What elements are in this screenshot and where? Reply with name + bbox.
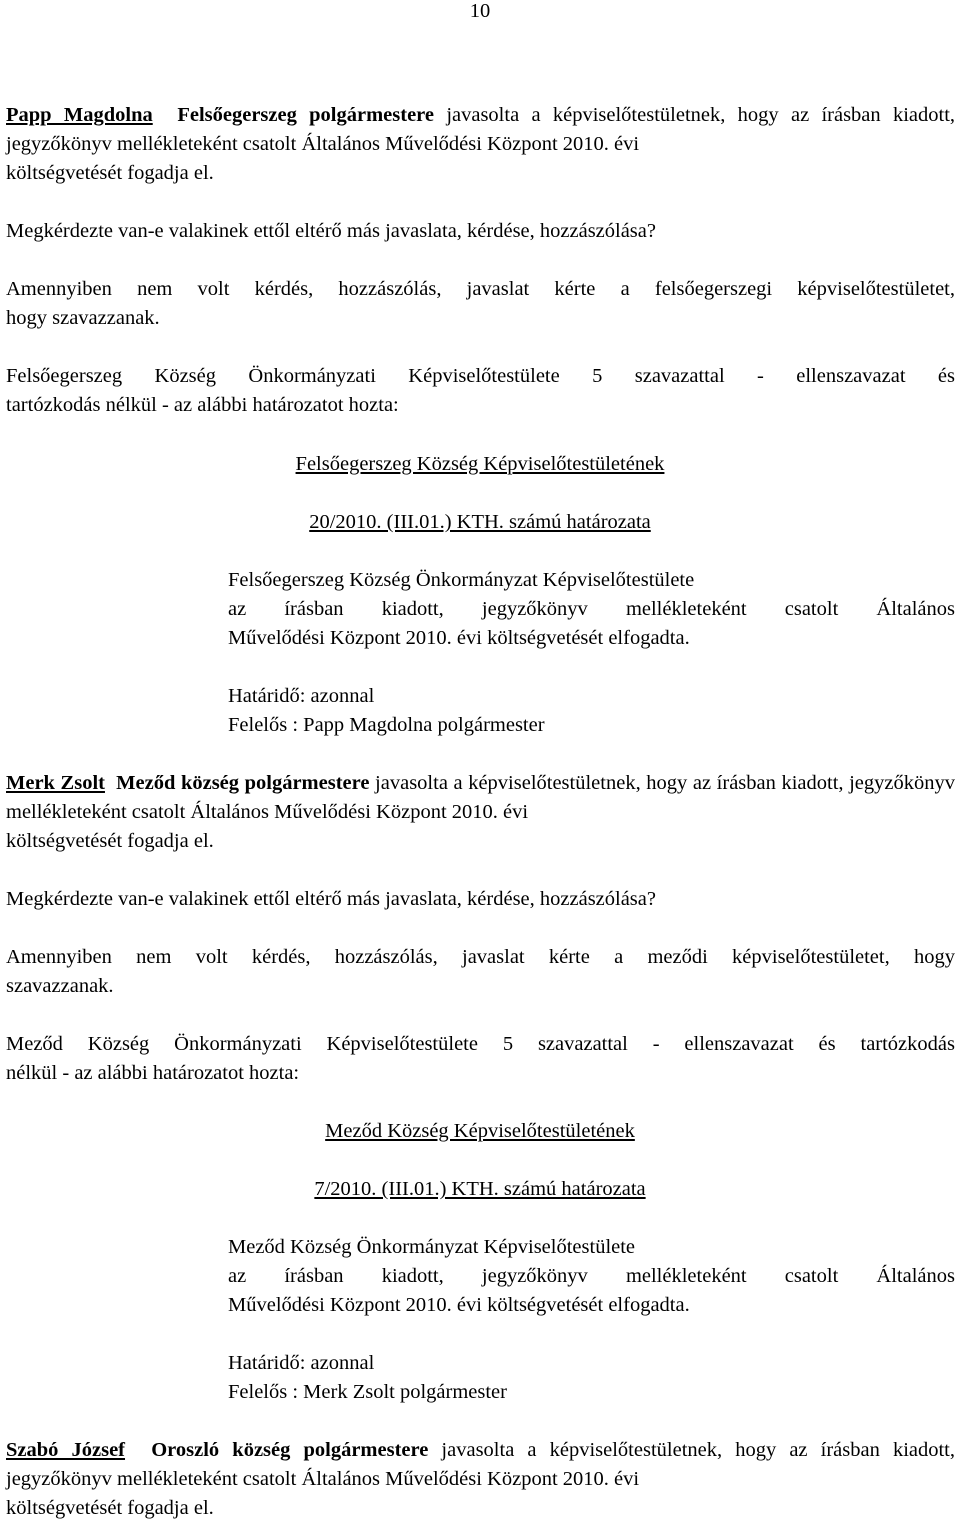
vote-text-end: nélkül - az alábbi határozatot hozta: [6,1062,300,1084]
proposal-text: javasolta a képviselőtestületnek, hogy az írásban kiadott, jegyzőkönyv mellékleteként csatolt Általános Művelődési Központ 2010. évi [6,104,956,155]
mayor-title: Meződ község polgármestere [116,772,370,794]
proposal-text-end: költségvetését fogadja el. [6,162,214,184]
resolution-heading: Meződ Község Képviselőtestületének [325,1120,635,1142]
no-question-text-end: hogy szavazzanak. [6,307,160,329]
no-question-text: Amennyiben nem volt kérdés, hozzászólás, javaslat kérte a felsőegerszegi képviselőtestületet, [6,278,955,300]
mayor-name: Papp Magdolna [6,104,153,126]
mayor-title: Oroszló község polgármestere [151,1439,429,1461]
resolution-deadline: Határidő: azonnal [228,685,375,707]
vote-text-end: tartózkodás nélkül - az alábbi határozatot hozta: [6,394,399,416]
no-question-text-end: szavazzanak. [6,975,114,997]
proposal-text: javasolta a képviselőtestületnek, hogy az írásban kiadott, jegyzőkönyv mellékleteként csatolt Általános Művelődési Központ 2010. évi [6,772,955,823]
no-question-paragraph [6,275,955,333]
resolution-body-line: az írásban kiadott, jegyzőkönyv mellékleteként csatolt Általános [228,598,955,620]
resolution-number: 20/2010. (III.01.) KTH. számú határozata [309,511,651,533]
mayor-name: Merk Zsolt [6,772,105,794]
resolution-body [228,566,955,653]
vote-paragraph [6,1030,955,1088]
resolution-body-line: Meződ Község Önkormányzat Képviselőtestülete [228,1236,636,1258]
resolution-body-line: Felsőegerszeg Község Önkormányzat Képviselőtestülete [228,569,695,591]
proposal-paragraph [6,1436,955,1523]
vote-paragraph [6,362,955,420]
proposal-text-end: költségvetését fogadja el. [6,830,214,852]
no-question-text: Amennyiben nem volt kérdés, hozzászólás, javaslat kérte a meződi képviselőtestületet, hogy [6,946,955,968]
proposal-text-end: költségvetését fogadja el. [6,1497,214,1519]
resolution-body-line: az írásban kiadott, jegyzőkönyv mellékleteként csatolt Általános [228,1265,955,1287]
mayor-title: Felsőegerszeg polgármestere [177,104,435,126]
resolution-deadline: Határidő: azonnal [228,1352,375,1374]
mayor-name: Szabó József [6,1439,126,1461]
resolution-body-line: Művelődési Központ 2010. évi költségvetését elfogadta. [228,1294,690,1316]
resolution-number: 7/2010. (III.01.) KTH. számú határozata [314,1178,646,1200]
proposal-text: javasolta a képviselőtestületnek, hogy az írásban kiadott, jegyzőkönyv mellékleteként csatolt Általános Művelődési Központ 2010. évi [6,1439,955,1490]
vote-text: Felsőegerszeg Község Önkormányzati Képviselőtestülete 5 szavazattal - ellenszavazat és [6,365,955,387]
proposal-paragraph [6,769,955,856]
resolution-body-line: Művelődési Központ 2010. évi költségvetését elfogadta. [228,627,690,649]
resolution-responsible: Felelős : Papp Magdolna polgármester [228,714,545,736]
resolution-heading: Felsőegerszeg Község Képviselőtestületének [295,453,665,475]
resolution-body [228,1233,955,1320]
proposal-paragraph [6,101,955,188]
resolution-responsible: Felelős : Merk Zsolt polgármester [228,1381,507,1403]
no-question-paragraph [6,943,955,1001]
question-paragraph: Megkérdezte van-e valakinek ettől eltérő más javaslata, kérdése, hozzászólása? [6,888,656,910]
page-number: 10 [469,0,491,22]
vote-text: Meződ Község Önkormányzati Képviselőtestülete 5 szavazattal - ellenszavazat és tartózkodás [6,1033,955,1055]
question-paragraph: Megkérdezte van-e valakinek ettől eltérő más javaslata, kérdése, hozzászólása? [6,220,656,242]
